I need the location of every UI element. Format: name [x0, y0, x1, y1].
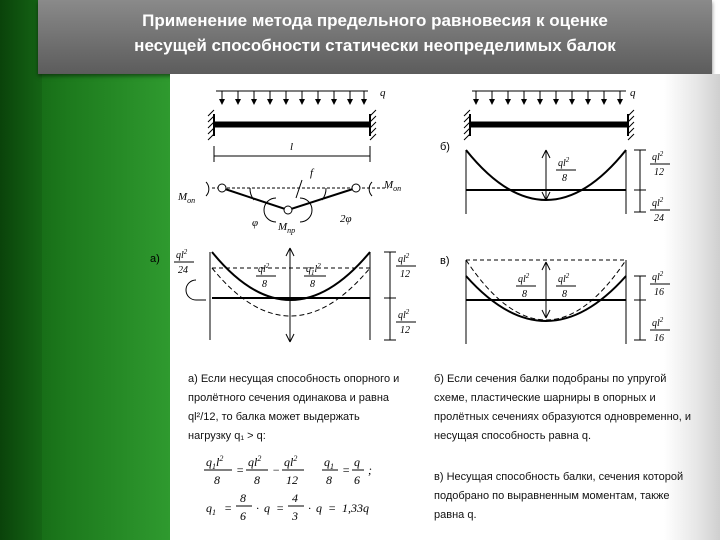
svg-text:8: 8	[240, 491, 246, 505]
svg-text:ql2: $ql^2$	[518, 272, 530, 285]
svg-text:ql2: $ql^2$	[248, 454, 262, 469]
title-line-2: несущей способности статически неопределимых балок	[134, 36, 616, 55]
svg-text:ql2: $ql^2$	[652, 196, 664, 209]
fixed-beam-right	[464, 91, 634, 140]
moment-support-label-left: $M_{оп}$	[178, 191, 196, 205]
svg-text:8: 8	[262, 279, 267, 290]
svg-text:ql2: $ql^2$	[284, 454, 298, 469]
svg-text:=: =	[224, 501, 233, 515]
load-label-q-right: q	[630, 87, 636, 99]
svg-text:16: 16	[654, 333, 664, 344]
svg-text:q1: $q_1$	[206, 501, 216, 517]
explanation-b: б) Если сечения балки подобраны по упругой схеме, пластические шарниры в опорных и пролётных сечениях образуются одновременно, и несущая способность равна q.	[434, 373, 692, 442]
svg-text:1,33q: 1,33q	[342, 501, 369, 515]
span-label-l: l	[290, 141, 294, 153]
moment-diagram-v	[466, 260, 646, 344]
svg-text:16: 16	[654, 287, 664, 298]
svg-text:·: ·	[308, 501, 311, 515]
svg-text:=: =	[276, 501, 285, 515]
svg-text:6: 6	[354, 473, 360, 487]
svg-text:8: 8	[326, 473, 332, 487]
diagram-a-label: а)	[150, 253, 160, 265]
load-label-q-left: q	[380, 87, 386, 99]
rotation-label-phi: φ	[252, 217, 259, 229]
svg-text:q: q	[264, 501, 270, 515]
svg-text:12: 12	[286, 473, 298, 487]
svg-text:ql2: $ql^2$	[398, 308, 410, 321]
svg-text:ql2: $ql^2$	[258, 262, 270, 275]
svg-text:ql2: $ql^2$	[398, 252, 410, 265]
svg-text:q1: $q_1$	[324, 455, 334, 471]
svg-text:ql2: $ql^2$	[176, 248, 188, 261]
svg-text:24: 24	[654, 213, 664, 224]
svg-text:q1l2: $q_1l^2$	[306, 262, 321, 277]
svg-text:ql2: $ql^2$	[652, 150, 664, 163]
explanation-a: а) Если несущая способность опорного и пролётного сечения одинакова и равна ql²/12, то балка может выдержать нагрузку q₁ > q:	[188, 373, 400, 442]
svg-text:8: 8	[562, 289, 567, 300]
svg-text:8: 8	[254, 473, 260, 487]
moment-support-label-right: $M_{оп}$	[384, 179, 402, 193]
svg-text:3: 3	[292, 509, 298, 523]
svg-text:−: −	[272, 463, 281, 477]
formula-block	[204, 454, 372, 523]
svg-text:8: 8	[522, 289, 527, 300]
explanation-v: в) Несущая способность балки, сечения которой подобрано по выравненным моментам, также равна q.	[434, 471, 684, 521]
svg-text:ql2: $ql^2$	[558, 272, 570, 285]
diagram-b-label: б)	[440, 141, 450, 153]
svg-text:=: =	[328, 501, 337, 515]
svg-text:24: 24	[178, 265, 188, 276]
svg-text:ql2: $ql^2$	[558, 156, 570, 169]
svg-text:12: 12	[400, 325, 410, 336]
labels-diagram-b	[556, 150, 670, 224]
title-line-1: Применение метода предельного равновесия к оценке	[142, 11, 608, 30]
svg-text:q: q	[354, 455, 360, 469]
svg-text:8: 8	[214, 473, 220, 487]
mechanism-sketch	[206, 180, 388, 222]
svg-text:ql2: $ql^2$	[652, 316, 664, 329]
svg-text:·: ·	[256, 501, 259, 515]
svg-text:4: 4	[292, 491, 298, 505]
svg-text:8: 8	[562, 173, 567, 184]
svg-text:q: q	[316, 501, 322, 515]
moment-diagram-a	[186, 248, 396, 342]
svg-text:q1l2: $q_1l^2$	[206, 454, 224, 471]
svg-text:=: =	[236, 463, 245, 477]
moment-diagram-b	[466, 150, 646, 214]
svg-text:12: 12	[654, 167, 664, 178]
svg-text:ql2: $ql^2$	[652, 270, 664, 283]
moment-span-label: $M_{пр}$	[278, 221, 296, 235]
svg-text:12: 12	[400, 269, 410, 280]
labels-diagram-v	[516, 270, 670, 344]
deflection-label-f: f	[310, 167, 314, 179]
diagram-v-label: в)	[440, 255, 450, 267]
svg-text:8: 8	[310, 279, 315, 290]
rotation-label-2phi: 2φ	[340, 213, 352, 225]
svg-text:6: 6	[240, 509, 246, 523]
svg-text:;: ;	[368, 463, 372, 477]
svg-text:=: =	[342, 463, 351, 477]
